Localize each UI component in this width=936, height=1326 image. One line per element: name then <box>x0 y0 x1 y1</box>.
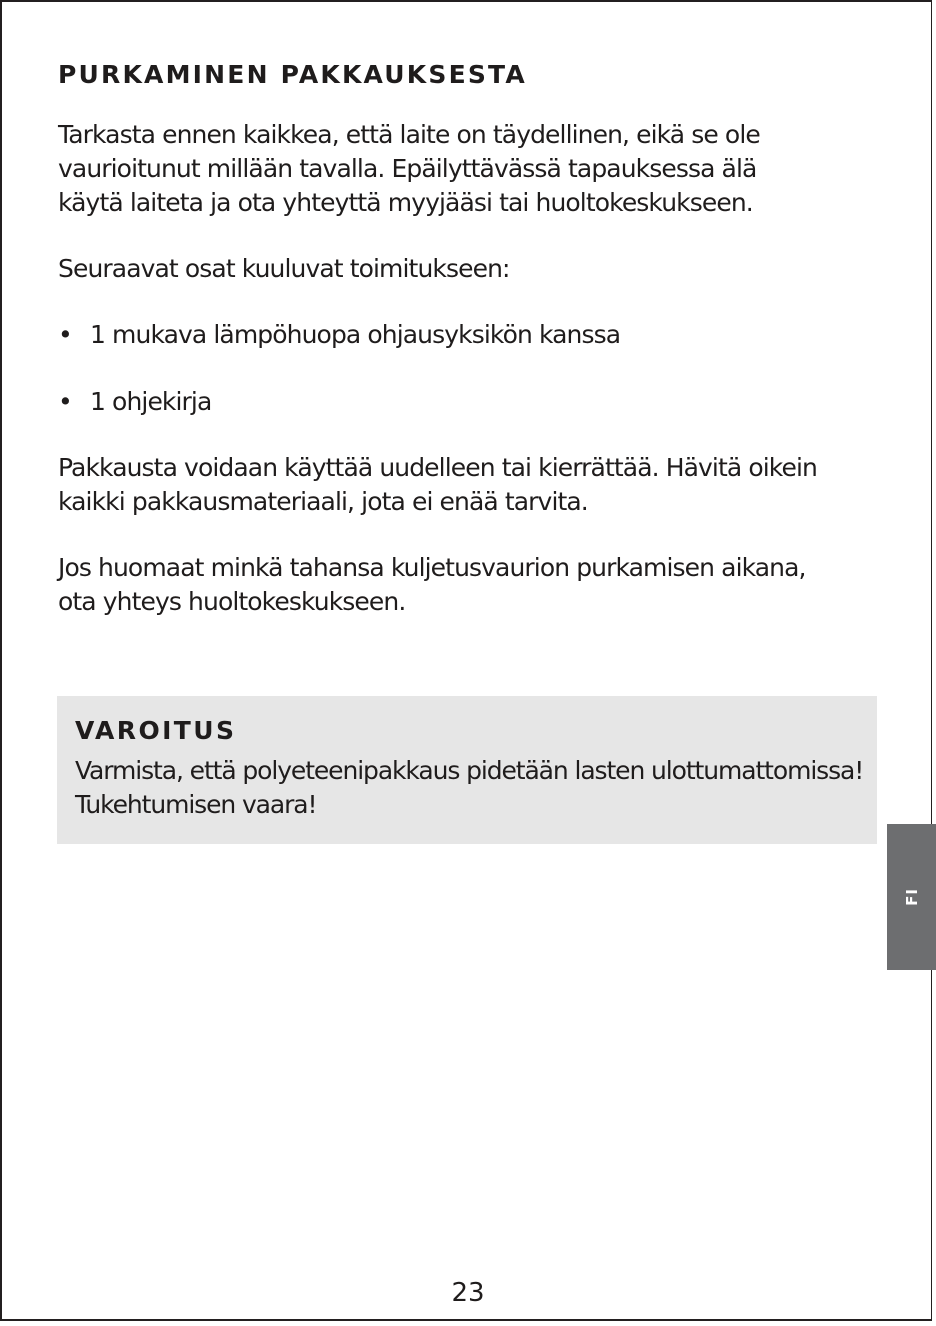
warning-text <box>75 754 864 822</box>
language-tab-label: FI <box>902 888 921 906</box>
warning-box <box>57 696 877 844</box>
language-tab <box>887 824 936 970</box>
list-item-text: 1 mukava lämpöhuopa ohjausyksikön kanssa <box>90 320 621 349</box>
bullet-icon: • <box>58 387 72 416</box>
damage-paragraph <box>58 551 880 619</box>
bullet-icon: • <box>58 320 72 349</box>
page-number: 23 <box>451 1278 485 1308</box>
intro-line: vaurioitunut millään tavalla. Epäilyttävässä tapauksessa älä <box>58 154 757 183</box>
damage-line: ota yhteys huoltokeskukseen. <box>58 587 406 616</box>
parts-intro: Seuraavat osat kuuluvat toimitukseen: <box>58 254 510 283</box>
intro-line: käytä laiteta ja ota yhteyttä myyjääsi tai huoltokeskukseen. <box>58 188 753 217</box>
list-item-text: 1 ohjekirja <box>90 387 212 416</box>
content-area <box>58 118 880 619</box>
warning-line: Varmista, että polyeteenipakkaus pidetään lasten ulottumattomissa! <box>75 756 864 785</box>
recycling-paragraph <box>58 451 880 519</box>
intro-line: Tarkasta ennen kaikkea, että laite on täydellinen, eikä se ole <box>58 120 760 149</box>
intro-paragraph <box>58 118 880 220</box>
recycling-line: kaikki pakkausmateriaali, jota ei enää tarvita. <box>58 487 588 516</box>
damage-line: Jos huomaat minkä tahansa kuljetusvaurion purkamisen aikana, <box>58 553 806 582</box>
warning-line: Tukehtumisen vaara! <box>75 790 317 819</box>
recycling-line: Pakkausta voidaan käyttää uudelleen tai kierrättää. Hävitä oikein <box>58 453 817 482</box>
warning-title: VAROITUS <box>75 716 237 745</box>
parts-list <box>58 318 880 419</box>
list-item <box>58 318 880 352</box>
list-item <box>58 385 880 419</box>
section-heading: PURKAMINEN PAKKAUKSESTA <box>58 60 527 89</box>
